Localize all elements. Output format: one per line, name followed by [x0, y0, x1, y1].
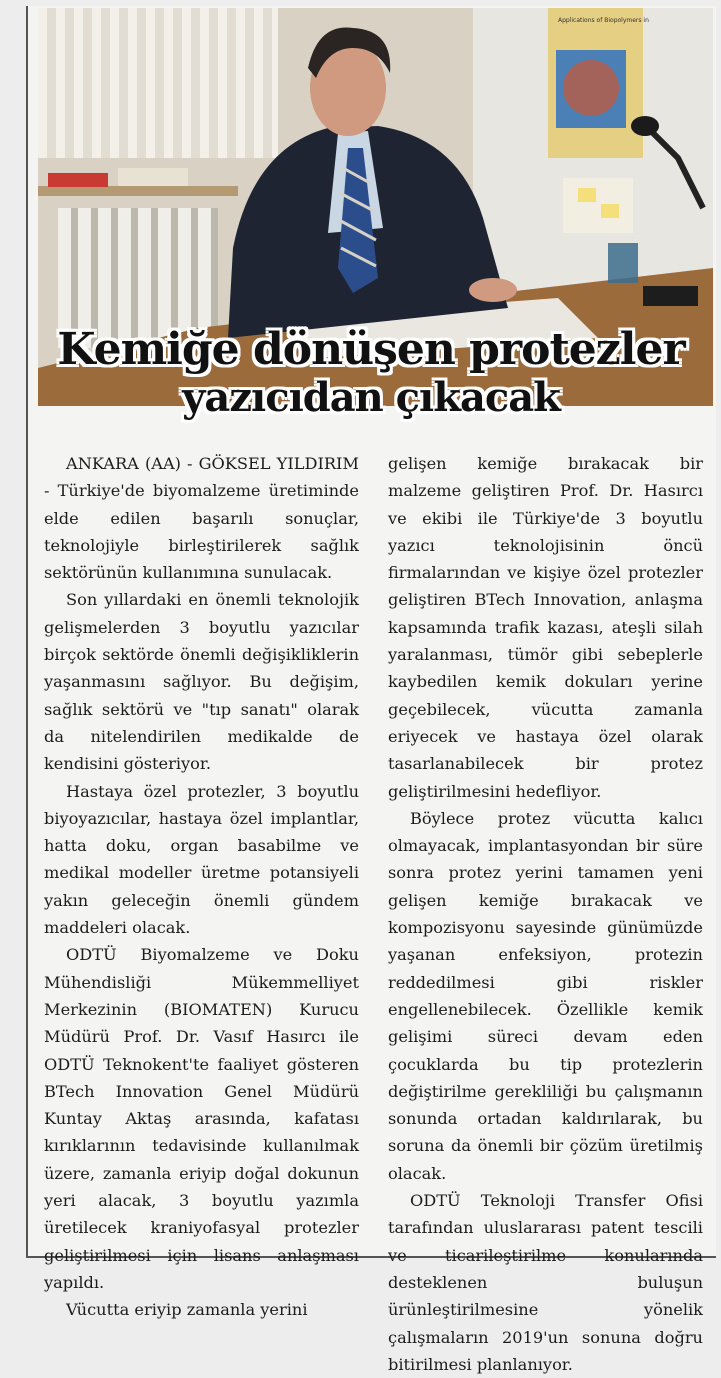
headline-line-2: yazıcıdan çıkacak: [182, 374, 560, 421]
paragraph: Hastaya özel protezler, 3 boyutlu biyoyazıcılar, hastaya özel implantlar, hatta doku, organ basabilme ve medikal modeller üretme potansiyeli yakın geleceğin önemli gündem maddeleri olacak.: [44, 781, 359, 938]
paragraph: ODTÜ Biyomalzeme ve Doku Mühendisliği Mükemmelliyet Merkezinin (BIOMATEN) Kurucu Müdürü Prof. Dr. Vasıf Hasırcı ile ODTÜ Teknokent'te faaliyet gösteren BTech Innovation Genel Müdürü Kuntay Aktaş arasında, kafatası kırıklarının tedavisinde kullanılmak üzere, zamanla eriyip doğal dokunun yeri alacak, 3 boyutlu yazımla üretilecek kraniyofasyal protezler geliştirilmesi için lisans anlaşması yapıldı.: [44, 945, 359, 1292]
article-headline: [26, 326, 716, 422]
paragraph: Son yıllardaki en önemli teknolojik gelişmelerden 3 boyutlu yazıcılar birçok sektörde önemli değişikliklerin yaşanmasını sağlıyor. Bu değişim, sağlık sektörü ve "tıp sanatı" olarak da nitelendirilen medikalde de kendisini gösteriyor.: [44, 590, 359, 774]
headline-line-1: Kemiğe dönüşen protezler: [57, 324, 685, 375]
book-poster-title: Applications of Biopolymers in: [558, 17, 649, 24]
paragraph: Vücutta eriyip zamanla yerini: [66, 1300, 308, 1320]
paragraph: gelişen kemiğe bırakacak bir malzeme geliştiren Prof. Dr. Hasırcı ve ekibi ile Türkiye'de 3 boyutlu yazıcı teknolojisinin öncü firmalarından ve kişiye özel protezler geliştiren BTech Innovation, anlaşma kapsamında trafik kazası, ateşli silah yaralanması, tümör gibi sebeplerle kaybedilen kemik dokuları yerine geçebilecek, vücutta zamanla eriyecek ve hastaya özel olarak tasarlanabilecek bir protez geliştirilmesini hedefliyor.: [388, 454, 703, 801]
paragraph: ANKARA (AA) - GÖKSEL YILDIRIM - Türkiye'de biyomalzeme üretiminde elde edilen başarılı sonuçlar, teknolojiyle birleştirilerek sağlık sektörünün kullanımına sunulacak.: [44, 454, 359, 583]
article-column-right: [388, 450, 703, 1378]
paragraph: ODTÜ Teknoloji Transfer Ofisi tarafından uluslararası patent tescili ve ticarileştirilme konularında desteklenen buluşun ürünleştirilmesine yönelik çalışmaların 2019'un sonuna doğru bitirilmesi planlanıyor.: [388, 1191, 703, 1374]
paragraph: Böylece protez vücutta kalıcı olmayacak, implantasyondan bir süre sonra protez yerini tamamen yeni gelişen kemiğe bırakacak ve kompozisyonu sayesinde günümüzde yaşanan enfeksiyon, protezin reddedilmesi gibi riskler engellenebilecek. Özellikle kemik gelişimi süreci devam eden çocuklarda bu tip protezlerin değiştirilme gerekliliği bu çalışmanın sonunda ortadan kaldırılarak, bu soruna da önemli bir çözüm üretilmiş olacak.: [388, 808, 703, 1183]
article-column-left: [44, 450, 359, 1324]
